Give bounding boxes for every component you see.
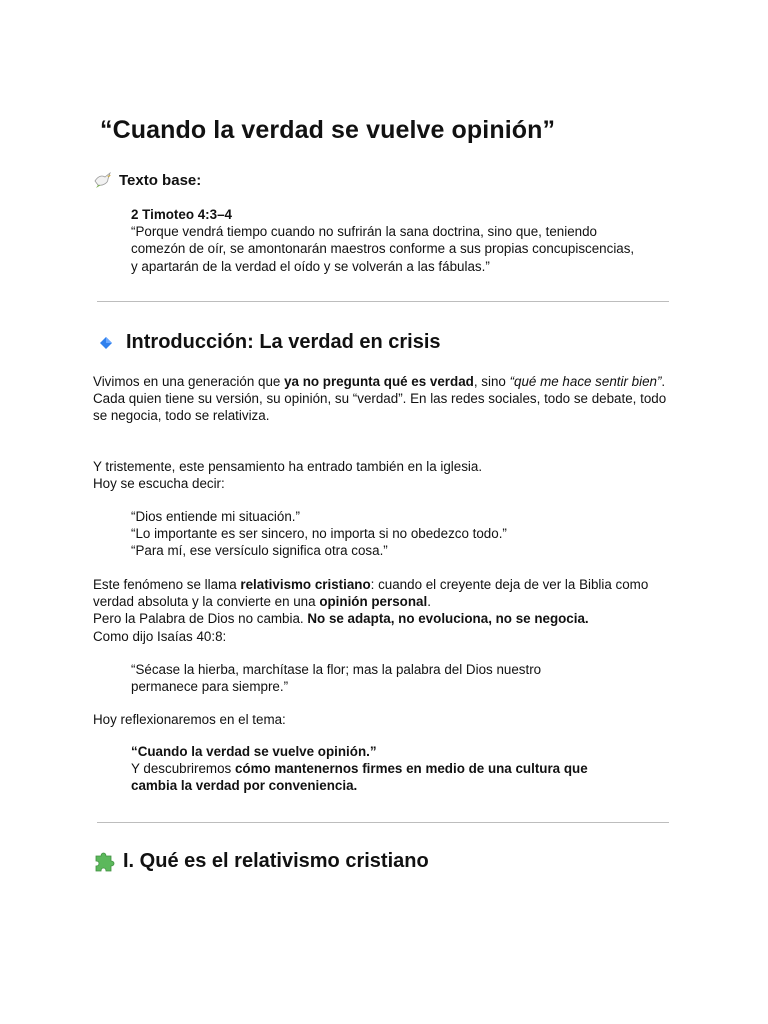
intro-heading [99,331,441,354]
quote-line: “Lo importante es ser sincero, no importa si no obedezco todo.” [131,526,507,542]
isaiah-quote [131,661,571,695]
text-run: . [661,374,666,389]
verse-block [131,206,641,275]
section-1-heading [93,849,429,873]
text-line: Hoy se escucha decir: [93,476,225,492]
text-line: Cada quien tiene su versión, su opinión, su “verdad”. En las redes sociales, todo se debate, todo se negocia, todo se relativiza. [93,391,667,424]
page-title: “Cuando la verdad se vuelve opinión” [100,116,556,144]
blue-diamond-icon [99,336,113,350]
text-run: . [427,594,431,610]
bold-run: ya no pregunta qué es verdad [284,374,474,389]
verse-reference: 2 Timoteo 4:3–4 [131,207,232,222]
theme-block [131,743,631,795]
intro-paragraph-2 [93,458,678,492]
bold-run: relativismo cristiano [240,577,371,592]
bold-run: cómo mantenernos firmes en medio de una cultura que cambia la verdad por conveniencia. [131,761,588,794]
quote-text: “Sécase la hierba, marchítase la flor; mas la palabra del Dios nuestro permanece para siempre.” [131,662,542,695]
text-line: Como dijo Isaías 40:8: [93,628,227,644]
bold-run: opinión personal [319,594,428,610]
quote-line: “Para mí, ese versículo significa otra cosa.” [131,543,388,559]
text-run: Y descubriremos [131,761,235,777]
bold-run: No se adapta, no evoluciona, no se negocia. [307,611,589,627]
intro-paragraph-4 [93,711,678,728]
text-line: Y tristemente, este pensamiento ha entrado también en la iglesia. [93,459,483,474]
text-run: Vivimos en una generación que [93,374,285,389]
quotes-block [131,508,651,560]
text-run: , sino [473,374,510,389]
text-run: Pero la Palabra de Dios no cambia. [93,611,308,627]
divider [97,822,669,823]
puzzle-piece-icon [93,849,117,873]
text-run: : cuando el creyente deja de ver la Biblia como verdad absoluta y la convierte en una [93,577,649,610]
intro-paragraph-3 [93,576,678,645]
section-1-heading-text: I. Qué es el relativismo cristiano [123,849,429,872]
texto-base-label: Texto base: [119,171,202,189]
texto-base-heading [93,171,201,189]
divider [97,301,669,302]
dove-icon [93,171,113,189]
quote-line: “Dios entiende mi situación.” [131,509,300,524]
intro-paragraph-1 [93,373,678,425]
text-line: Hoy reflexionaremos en el tema: [93,712,286,727]
theme-title: “Cuando la verdad se vuelve opinión.” [131,744,377,759]
text-run: Este fenómeno se llama [93,577,241,592]
intro-heading-text: Introducción: La verdad en crisis [126,331,441,353]
italic-run: “qué me hace sentir bien” [509,374,662,389]
verse-text: “Porque vendrá tiempo cuando no sufrirán la sana doctrina, sino que, teniendo comezón de oír, se amontonarán maestros conforme a sus propias concupiscencias, y apartarán de la verdad el oído y se volverán a las fábulas.” [131,224,635,274]
